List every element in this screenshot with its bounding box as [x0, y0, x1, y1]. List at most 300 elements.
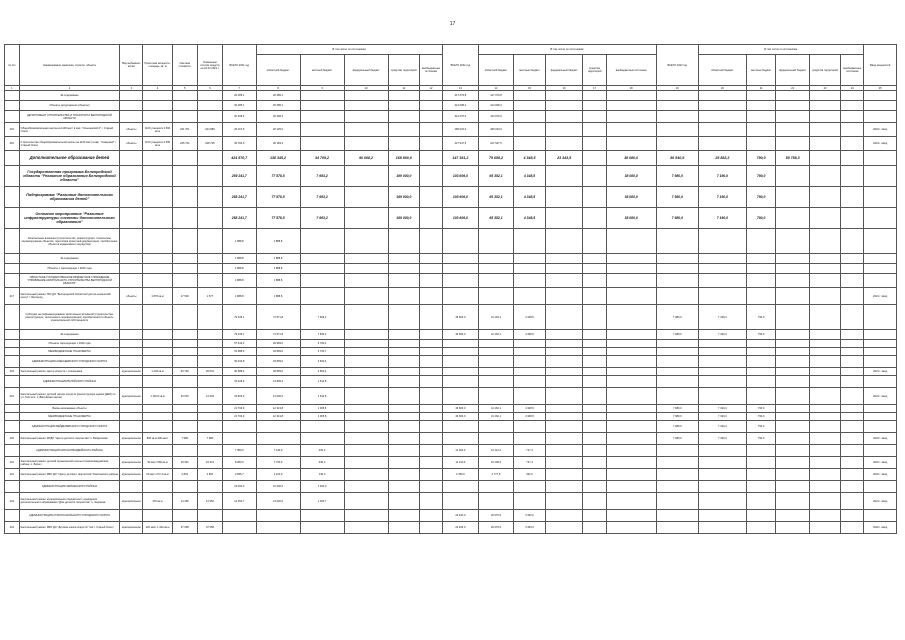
table-cell: [583, 229, 606, 254]
table-cell: 7 663,2: [300, 208, 344, 229]
row-name-cell: МЕЖБЮДЖЕТНЫЕ ТРАНСФЕРТЫ: [19, 348, 120, 356]
table-cell: [809, 305, 840, 330]
table-cell: 51 688,9: [223, 348, 257, 356]
table-cell: [841, 457, 864, 469]
table-cell: 1 305,8: [300, 413, 344, 421]
table-cell: [344, 376, 388, 388]
table-cell: [776, 101, 810, 111]
table-cell: [443, 229, 479, 254]
table-cell: [809, 187, 840, 208]
table-cell: [5, 91, 20, 101]
table-cell: [841, 481, 864, 493]
table-cell: [698, 493, 746, 510]
table-cell: 7 663,2: [300, 166, 344, 187]
table-cell: [478, 274, 514, 288]
table-cell: [143, 376, 172, 388]
table-cell: [514, 137, 545, 151]
table-cell: 103 606,0: [443, 166, 479, 187]
table-cell: [172, 445, 197, 457]
table-cell: [698, 469, 746, 481]
table-cell: 7 190,4: [698, 413, 746, 421]
table-cell: [656, 254, 698, 264]
row-name-cell: За содержание: [19, 254, 120, 264]
table-cell: [776, 264, 810, 274]
table-cell: [698, 348, 746, 356]
table-cell: [478, 288, 514, 305]
table-cell: 14 350,7: [223, 493, 257, 510]
table-cell: [698, 340, 746, 348]
table-cell: [172, 101, 197, 111]
table-cell: муниципальное: [120, 469, 143, 481]
col-header-commissioning: Ввод мощностей: [864, 45, 897, 86]
table-cell: 4 348,5: [514, 166, 545, 187]
table-cell: [172, 254, 197, 264]
table-cell: [656, 376, 698, 388]
table-cell: [5, 413, 20, 421]
table-cell: [841, 137, 864, 151]
table-cell: [841, 388, 864, 405]
table-cell: [420, 137, 443, 151]
table-cell: [514, 421, 545, 433]
table-cell: [143, 330, 172, 340]
table-cell: [545, 376, 583, 388]
table-cell: 245 734: [172, 137, 197, 151]
table-cell: 33 839,0: [256, 368, 300, 376]
table-cell: [300, 433, 344, 445]
table-cell: [344, 457, 388, 469]
table-cell: [388, 457, 419, 469]
table-cell: [841, 101, 864, 111]
table-cell: [776, 111, 810, 123]
table-cell: [656, 274, 698, 288]
table-cell: [300, 91, 344, 101]
table-cell: [223, 421, 257, 433]
table-cell: 1 888,8: [256, 229, 300, 254]
table-cell: [344, 368, 388, 376]
table-cell: [443, 493, 479, 510]
table-cell: [841, 305, 864, 330]
table-cell: [809, 348, 840, 356]
table-cell: [443, 433, 479, 445]
table-cell: [545, 348, 583, 356]
table-cell: [776, 137, 810, 151]
table-cell: [5, 254, 20, 264]
table-cell: [120, 254, 143, 264]
table-cell: [864, 305, 897, 330]
table-cell: [776, 274, 810, 288]
table-cell: 12 313,8: [256, 413, 300, 421]
table-cell: [478, 388, 514, 405]
table-cell: [197, 510, 222, 522]
table-cell: 169 000,0: [388, 208, 419, 229]
table-cell: [197, 340, 222, 348]
table-cell: [809, 481, 840, 493]
table-cell: [841, 91, 864, 101]
table-cell: [864, 413, 897, 421]
col-header-total-2022: ВСЕГО 2022 год: [443, 45, 479, 86]
table-cell: муниципальное: [120, 433, 143, 445]
table-cell: [443, 288, 479, 305]
table-cell: [256, 421, 300, 433]
table-cell: [420, 376, 443, 388]
table-cell: [143, 111, 172, 123]
table-cell: [583, 421, 606, 433]
table-cell: 20 308,3: [223, 111, 257, 123]
table-cell: 25 882,2: [698, 151, 746, 166]
table-cell: [841, 166, 864, 187]
table-cell: [172, 264, 197, 274]
row-name-cell: За содержание: [19, 330, 120, 340]
table-cell: [120, 445, 143, 457]
table-cell: [698, 137, 746, 151]
table-cell: [120, 340, 143, 348]
table-cell: [583, 481, 606, 493]
table-cell: [420, 356, 443, 368]
table-cell: 41 162,1: [478, 330, 514, 340]
column-number: 5: [172, 86, 197, 91]
table-cell: [143, 229, 172, 254]
table-cell: [344, 123, 388, 137]
table-cell: 430,0: [300, 445, 344, 457]
table-row: [5, 457, 897, 469]
table-cell: [514, 493, 545, 510]
table-cell: 1 888,8: [223, 254, 257, 264]
table-cell: 2 835,7: [223, 469, 257, 481]
table-cell: 17 500: [172, 288, 197, 305]
table-cell: 33 839,0: [256, 356, 300, 368]
table-cell: [809, 388, 840, 405]
table-cell: 186 034,0: [478, 123, 514, 137]
table-cell: муниципальное: [120, 493, 143, 510]
table-cell: [606, 91, 656, 101]
column-number: 3: [120, 86, 143, 91]
table-cell: [197, 421, 222, 433]
table-cell: 7 663,2: [300, 330, 344, 340]
table-cell: [864, 356, 897, 368]
table-cell: [606, 254, 656, 264]
row-name-cell: Капитальный ремонт ГБУ ДО "Белгородский областной детско-юношеский центр" г. Белгород: [19, 288, 120, 305]
table-cell: [809, 111, 840, 123]
table-cell: [197, 166, 222, 187]
table-cell: [300, 254, 344, 264]
table-cell: [478, 493, 514, 510]
table-cell: [197, 101, 222, 111]
table-cell: 14 350: [197, 493, 222, 510]
table-cell: [344, 330, 388, 340]
table-cell: [841, 274, 864, 288]
table-cell: [583, 187, 606, 208]
table-cell: [746, 376, 775, 388]
table-cell: 1100 учащихся 2 500 кв.м: [143, 123, 172, 137]
table-cell: [388, 510, 419, 522]
table-cell: муниципальное: [120, 368, 143, 376]
table-cell: [841, 493, 864, 510]
table-cell: [197, 254, 222, 264]
table-cell: муниципальное: [120, 522, 143, 534]
table-cell: [420, 405, 443, 413]
table-cell: [656, 368, 698, 376]
table-cell: [514, 111, 545, 123]
table-cell: [776, 510, 810, 522]
table-cell: [143, 305, 172, 330]
table-cell: 20 308,3: [256, 111, 300, 123]
table-cell: [776, 305, 810, 330]
table-row: [5, 101, 897, 111]
table-cell: [443, 481, 479, 493]
table-cell: [583, 288, 606, 305]
table-cell: объекты: [120, 288, 143, 305]
table-cell: [172, 111, 197, 123]
table-cell: [746, 356, 775, 368]
row-name-cell: МЕЖБЮДЖЕТНЫЕ ТРАНСФЕРТЫ: [19, 413, 120, 421]
table-cell: [344, 166, 388, 187]
table-cell: 7 980,0: [656, 305, 698, 330]
col-header-regional-2023: областной бюджет: [698, 55, 746, 86]
table-cell: [443, 376, 479, 388]
table-cell: [545, 274, 583, 288]
column-number: 25: [864, 86, 897, 91]
table-cell: [809, 457, 840, 469]
table-cell: [864, 481, 897, 493]
col-header-territory-2023: средства территорий: [809, 55, 840, 86]
table-cell: [583, 264, 606, 274]
table-cell: [514, 388, 545, 405]
table-cell: [172, 348, 197, 356]
table-cell: [841, 421, 864, 433]
table-cell: 218: [5, 368, 20, 376]
table-cell: 414 070,0: [478, 111, 514, 123]
table-cell: [545, 388, 583, 405]
table-cell: 20 485,1: [223, 101, 257, 111]
table-row: [5, 493, 897, 510]
table-cell: [420, 208, 443, 229]
table-cell: [545, 340, 583, 348]
row-name-cell: АДМИНИСТРАЦИЯ ВЕЙДЕЛЕВСКОГО ГОРОДСКОГО ОКРУГА: [19, 421, 120, 433]
table-cell: 414 070,0: [443, 111, 479, 123]
table-cell: [606, 413, 656, 421]
table-cell: [606, 405, 656, 413]
row-name-cell: За содержание: [19, 91, 120, 101]
table-cell: 231 761: [172, 123, 197, 137]
table-cell: [545, 330, 583, 340]
group-header-2021: В том числе по источникам:: [256, 45, 443, 55]
table-cell: [545, 229, 583, 254]
table-cell: [388, 405, 419, 413]
table-cell: 258 241,7: [223, 187, 257, 208]
table-cell: [172, 91, 197, 101]
table-cell: [746, 493, 775, 510]
table-cell: 41 162,1: [478, 405, 514, 413]
table-cell: 7 980,0: [656, 330, 698, 340]
table-row: [5, 445, 897, 457]
table-cell: [5, 229, 20, 254]
table-cell: [864, 91, 897, 101]
table-cell: [5, 405, 20, 413]
table-row: [5, 413, 897, 421]
table-cell: [545, 457, 583, 469]
table-cell: [841, 413, 864, 421]
table-cell: [583, 348, 606, 356]
table-cell: [841, 405, 864, 413]
table-row: [5, 522, 897, 534]
col-header-federal-2022: федеральный бюджет: [545, 55, 583, 86]
table-cell: 1 888,8: [223, 229, 257, 254]
table-cell: [420, 481, 443, 493]
table-cell: 717,4: [514, 457, 545, 469]
table-cell: [583, 413, 606, 421]
table-cell: [698, 445, 746, 457]
table-cell: 223: [5, 493, 20, 510]
table-cell: [420, 340, 443, 348]
table-cell: [344, 254, 388, 264]
table-cell: [746, 522, 775, 534]
column-number: 10: [344, 86, 388, 91]
table-cell: 414 008,2: [478, 101, 514, 111]
table-cell: [809, 493, 840, 510]
table-cell: [143, 348, 172, 356]
table-cell: 430,0: [300, 457, 344, 469]
column-number: 20: [698, 86, 746, 91]
table-cell: [420, 413, 443, 421]
col-header-extra-2023: внебюджетные источники: [841, 55, 864, 86]
table-cell: [478, 356, 514, 368]
row-name-cell: АДМИНИСТРАЦИЯ ЧЕРНЯНСКОГО РАЙОНА: [19, 481, 120, 493]
table-cell: [746, 137, 775, 151]
table-cell: [120, 166, 143, 187]
table-cell: [120, 264, 143, 274]
table-cell: [776, 481, 810, 493]
table-row: [5, 376, 897, 388]
table-cell: 46 606,0: [443, 413, 479, 421]
table-cell: [545, 433, 583, 445]
column-number: 18: [606, 86, 656, 91]
table-cell: [656, 457, 698, 469]
table-cell: 38 080,0: [606, 187, 656, 208]
table-cell: 7 190,4: [698, 433, 746, 445]
table-cell: 30 388,2: [223, 368, 257, 376]
table-cell: [606, 264, 656, 274]
table-cell: [809, 123, 840, 137]
table-cell: [172, 166, 197, 187]
column-number: 23: [809, 86, 840, 91]
page-number: 17: [449, 21, 456, 27]
table-cell: [256, 433, 300, 445]
row-name-cell: Капитальный ремонт детской школы искусств (реконструкция здания ДШИ) по ул. Толстого, 1 (Валуйская школа): [19, 388, 120, 405]
table-cell: [583, 305, 606, 330]
table-cell: 790,0: [746, 208, 775, 229]
table-cell: 71 571,8: [256, 305, 300, 330]
table-cell: [864, 254, 897, 264]
table-cell: [746, 368, 775, 376]
row-name-cell: Общеобразовательная школа на 1100 мест в мкр. "Ольшанский-3" г. Старый Оскол: [19, 123, 120, 137]
table-cell: [809, 405, 840, 413]
table-cell: [172, 340, 197, 348]
table-cell: 8 280,0: [223, 457, 257, 469]
table-cell: 71 571,8: [256, 330, 300, 340]
table-cell: [388, 348, 419, 356]
table-cell: [545, 288, 583, 305]
table-cell: [776, 229, 810, 254]
table-cell: 21 793,9: [223, 405, 257, 413]
table-row: [5, 481, 897, 493]
table-cell: [143, 208, 172, 229]
table-cell: 38 080,0: [606, 151, 656, 166]
table-cell: [746, 481, 775, 493]
table-cell: [420, 274, 443, 288]
table-cell: [120, 151, 143, 166]
table-cell: [5, 348, 20, 356]
table-cell: [172, 151, 197, 166]
table-cell: 46 606,0: [443, 405, 479, 413]
table-cell: [545, 305, 583, 330]
table-cell: [583, 274, 606, 288]
table-cell: 169 000,0: [388, 187, 419, 208]
table-cell: [698, 457, 746, 469]
column-number: 16: [545, 86, 583, 91]
table-cell: [698, 388, 746, 405]
table-cell: [776, 348, 810, 356]
row-name-cell: Государственная программа Белгородской области "Развитие образования Белгородской области": [19, 166, 120, 187]
table-cell: 1 888,8: [223, 288, 257, 305]
table-cell: [420, 493, 443, 510]
table-cell: [545, 421, 583, 433]
table-cell: [5, 356, 20, 368]
table-cell: [344, 305, 388, 330]
table-cell: [514, 376, 545, 388]
table-cell: [143, 413, 172, 421]
table-cell: 3 330,0: [514, 510, 545, 522]
table-cell: [809, 340, 840, 348]
table-cell: [420, 348, 443, 356]
table-cell: [545, 356, 583, 368]
table-cell: 20 515: [172, 388, 197, 405]
table-cell: 320 мест 1 423 кв.м: [143, 522, 172, 534]
table-cell: [420, 421, 443, 433]
table-cell: 790,0: [746, 166, 775, 187]
table-cell: [172, 413, 197, 421]
table-cell: [841, 510, 864, 522]
table-cell: [197, 405, 222, 413]
table-cell: [172, 229, 197, 254]
table-cell: [300, 137, 344, 151]
table-cell: [388, 481, 419, 493]
table-cell: 7 980,0: [656, 405, 698, 413]
table-cell: [746, 388, 775, 405]
table-cell: [809, 469, 840, 481]
table-cell: 7 190,0: [698, 187, 746, 208]
table-cell: [606, 229, 656, 254]
column-number: 11: [388, 86, 419, 91]
table-cell: [300, 522, 344, 534]
table-cell: [514, 433, 545, 445]
table-cell: 19 341: [197, 457, 222, 469]
table-cell: [583, 101, 606, 111]
table-cell: [698, 274, 746, 288]
table-cell: [388, 356, 419, 368]
table-cell: [514, 340, 545, 348]
table-cell: [583, 208, 606, 229]
table-cell: [344, 229, 388, 254]
table-cell: 2022 г. ввод: [864, 469, 897, 481]
col-header-federal-2023: федеральный бюджет: [776, 55, 810, 86]
table-cell: 7 980,0: [656, 421, 698, 433]
table-cell: [120, 348, 143, 356]
col-header-extra-2022: внебюджетные источники: [606, 55, 656, 86]
table-cell: [420, 123, 443, 137]
table-cell: [841, 522, 864, 534]
table-cell: [698, 356, 746, 368]
table-cell: [809, 330, 840, 340]
